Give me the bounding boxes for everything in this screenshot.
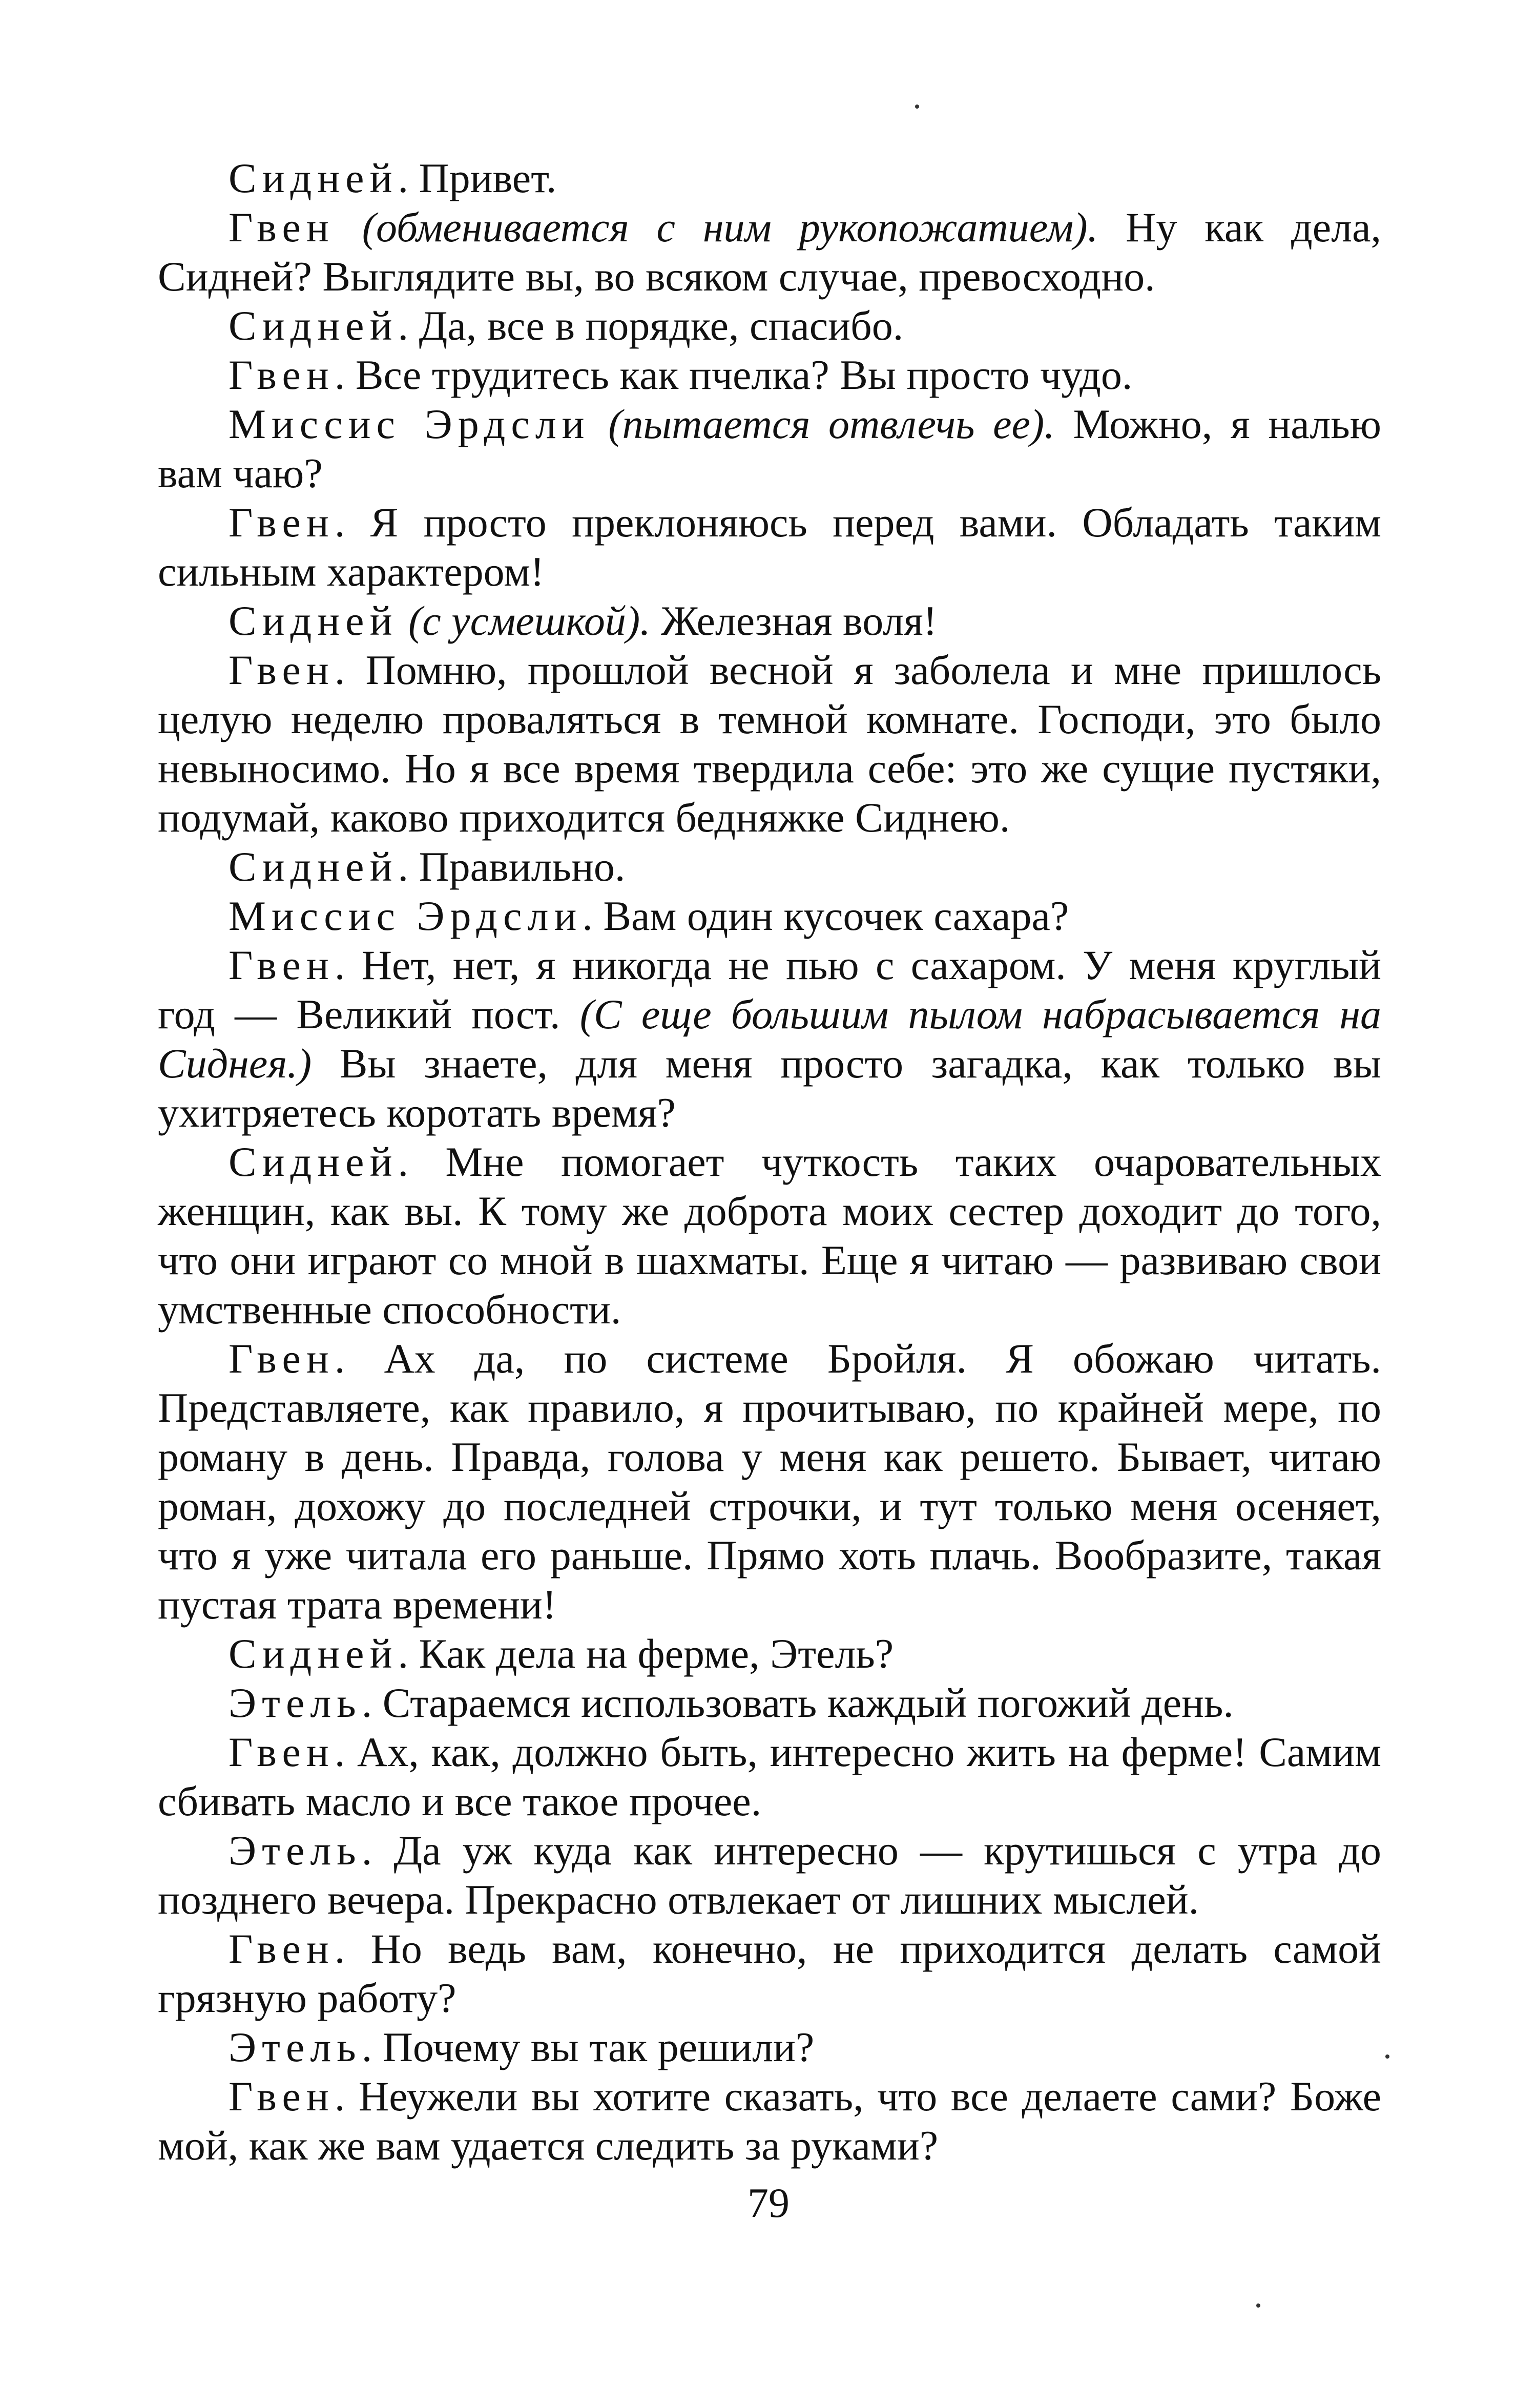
separator — [590, 401, 609, 447]
dialogue-paragraph — [158, 400, 1381, 498]
speech-text: Мне помогает чуткость таких очаровательных женщин, как вы. К тому же доброта моих сестер доходит до того, что они играют со мной в шахматы. Еще я читаю — развиваю свои умственные способности. — [158, 1138, 1382, 1333]
speaker-name: Сидней — [229, 1138, 398, 1185]
speech-text: Можно, я налью вам чаю? — [158, 401, 1381, 496]
separator: . — [398, 1138, 446, 1185]
speech-text: Ах да, по системе Бройля. Я обожаю читать. Представляете, как правило, я прочитываю, по крайней мере, по роману в день. Правда, голова у меня как решето. Бывает, читаю роман, дохожу до последней строчки, и тут только меня осеняет, что я уже читала его раньше. Прямо хоть плачь. Вообразите, такая пустая трата времени! — [158, 1335, 1382, 1628]
speaker-name: Этель — [229, 1679, 362, 1726]
stage-direction: (С еще большим пылом набрасывается на Сиднея.) — [158, 991, 1381, 1087]
speech-text: Вы знаете, для меня просто загадка, как только вы ухитряетесь коротать время? — [158, 1040, 1381, 1136]
speech-text: Правильно. — [419, 843, 626, 890]
speaker-name: Миссис Эрдсли — [229, 401, 590, 447]
speech-text: Ах, как, должно быть, интересно жить на ферме! Самим сбивать масло и все такое прочее. — [158, 1729, 1381, 1824]
speech-text: Почему вы так решили? — [382, 2024, 815, 2070]
speech-text: Помню, прошлой весной я заболела и мне пришлось целую неделю проваляться в темной комнате. Господи, это было невыносимо. Но я все время твердила себе: это же сущие пустяки, подумай, каково приходится бедняжке Сиднею. — [158, 647, 1381, 841]
separator: . — [582, 892, 604, 939]
speaker-name: Сидней — [229, 843, 398, 890]
speaker-name: Гвен — [229, 1925, 335, 1972]
dialogue-paragraph — [158, 842, 1381, 891]
separator: . — [334, 2073, 359, 2120]
speech-text: Как дела на ферме, Этель? — [419, 1630, 894, 1677]
dialogue-paragraph — [158, 891, 1381, 941]
dialogue-paragraph — [158, 941, 1381, 1137]
speaker-name: Гвен — [229, 1335, 335, 1382]
print-speck — [1385, 2054, 1389, 2059]
speech-text: Вам один кусочек сахара? — [603, 892, 1069, 939]
dialogue-paragraph — [158, 2072, 1381, 2170]
speaker-name: Миссис Эрдсли — [229, 892, 583, 939]
separator: . — [334, 351, 356, 398]
speaker-name: Гвен — [229, 204, 335, 251]
speech-text: Неужели вы хотите сказать, что все делаете сами? Боже мой, как же вам удается следить за руками? — [158, 2073, 1381, 2169]
dialogue-paragraph — [158, 350, 1381, 400]
dialogue-paragraph — [158, 1137, 1381, 1334]
separator: . — [334, 942, 362, 988]
speaker-name: Гвен — [229, 2073, 335, 2120]
dialogue-paragraph — [158, 1629, 1381, 1678]
dialogue-paragraph — [158, 1826, 1381, 1924]
separator: . — [398, 843, 419, 890]
speaker-name: Гвен — [229, 647, 335, 693]
dialogue-paragraph — [158, 646, 1381, 842]
dialogue-paragraph — [158, 154, 1381, 203]
separator — [335, 204, 362, 251]
separator: . — [334, 1335, 384, 1382]
speech-text: Привет. — [419, 155, 557, 201]
separator: . — [334, 1925, 371, 1972]
speaker-name: Сидней — [229, 155, 398, 201]
speech-text: Я просто преклоняюсь перед вами. Обладать таким сильным характером! — [158, 499, 1382, 595]
separator: . — [398, 302, 419, 349]
speech-text: Нет, нет, я никогда не пью с сахаром. У меня круглый год — Великий пост. — [158, 942, 1382, 1037]
speech-text: Да уж куда как интересно — крутишься с утра до позднего вечера. Прекрасно отвлекает от лишних мыслей. — [158, 1827, 1381, 1923]
separator: . — [334, 647, 366, 693]
speaker-name: Гвен — [229, 942, 335, 988]
speech-text: Ну как дела, Сидней? Выглядите вы, во всяком случае, превосходно. — [158, 204, 1381, 300]
speaker-name: Сидней — [229, 302, 398, 349]
speaker-name: Сидней — [229, 597, 398, 644]
speech-text: Да, все в порядке, спасибо. — [419, 302, 904, 349]
separator: . — [398, 155, 419, 201]
dialogue-paragraph — [158, 2023, 1381, 2072]
speech-text: Стараемся использовать каждый погожий день. — [382, 1679, 1234, 1726]
stage-direction: (с усмешкой). — [408, 597, 651, 644]
separator: . — [361, 2024, 383, 2070]
speaker-name: Гвен — [229, 1729, 335, 1775]
dialogue-paragraph — [158, 596, 1381, 646]
page-number: 79 — [747, 2179, 790, 2226]
separator — [398, 597, 408, 644]
speaker-name: Гвен — [229, 499, 335, 546]
dialogue-paragraph — [158, 1678, 1381, 1728]
separator: . — [361, 1827, 394, 1874]
stage-direction: (пытается отвлечь ее). — [608, 401, 1055, 447]
dialogue-paragraph — [158, 1924, 1381, 2023]
speaker-name: Сидней — [229, 1630, 398, 1677]
speech-text: Железная воля! — [650, 597, 938, 644]
dialogue-paragraph — [158, 1728, 1381, 1826]
separator: . — [334, 499, 370, 546]
print-speck — [915, 105, 919, 109]
separator: . — [398, 1630, 419, 1677]
speech-text: Все трудитесь как пчелка? Вы просто чудо. — [355, 351, 1133, 398]
print-speck — [1256, 2303, 1260, 2308]
speaker-name: Этель — [229, 2024, 362, 2070]
stage-direction: (обменивается с ним рукопожатием). — [362, 204, 1098, 251]
dialogue-paragraph — [158, 1334, 1381, 1629]
separator: . — [361, 1679, 383, 1726]
separator: . — [334, 1729, 358, 1775]
speech-text: Но ведь вам, конечно, не приходится делать самой грязную работу? — [158, 1925, 1381, 2021]
speaker-name: Гвен — [229, 351, 335, 398]
speaker-name: Этель — [229, 1827, 362, 1874]
dialogue-paragraph — [158, 498, 1381, 596]
dialogue-paragraph — [158, 301, 1381, 350]
dialogue-text — [158, 154, 1381, 2170]
dialogue-paragraph — [158, 203, 1381, 301]
